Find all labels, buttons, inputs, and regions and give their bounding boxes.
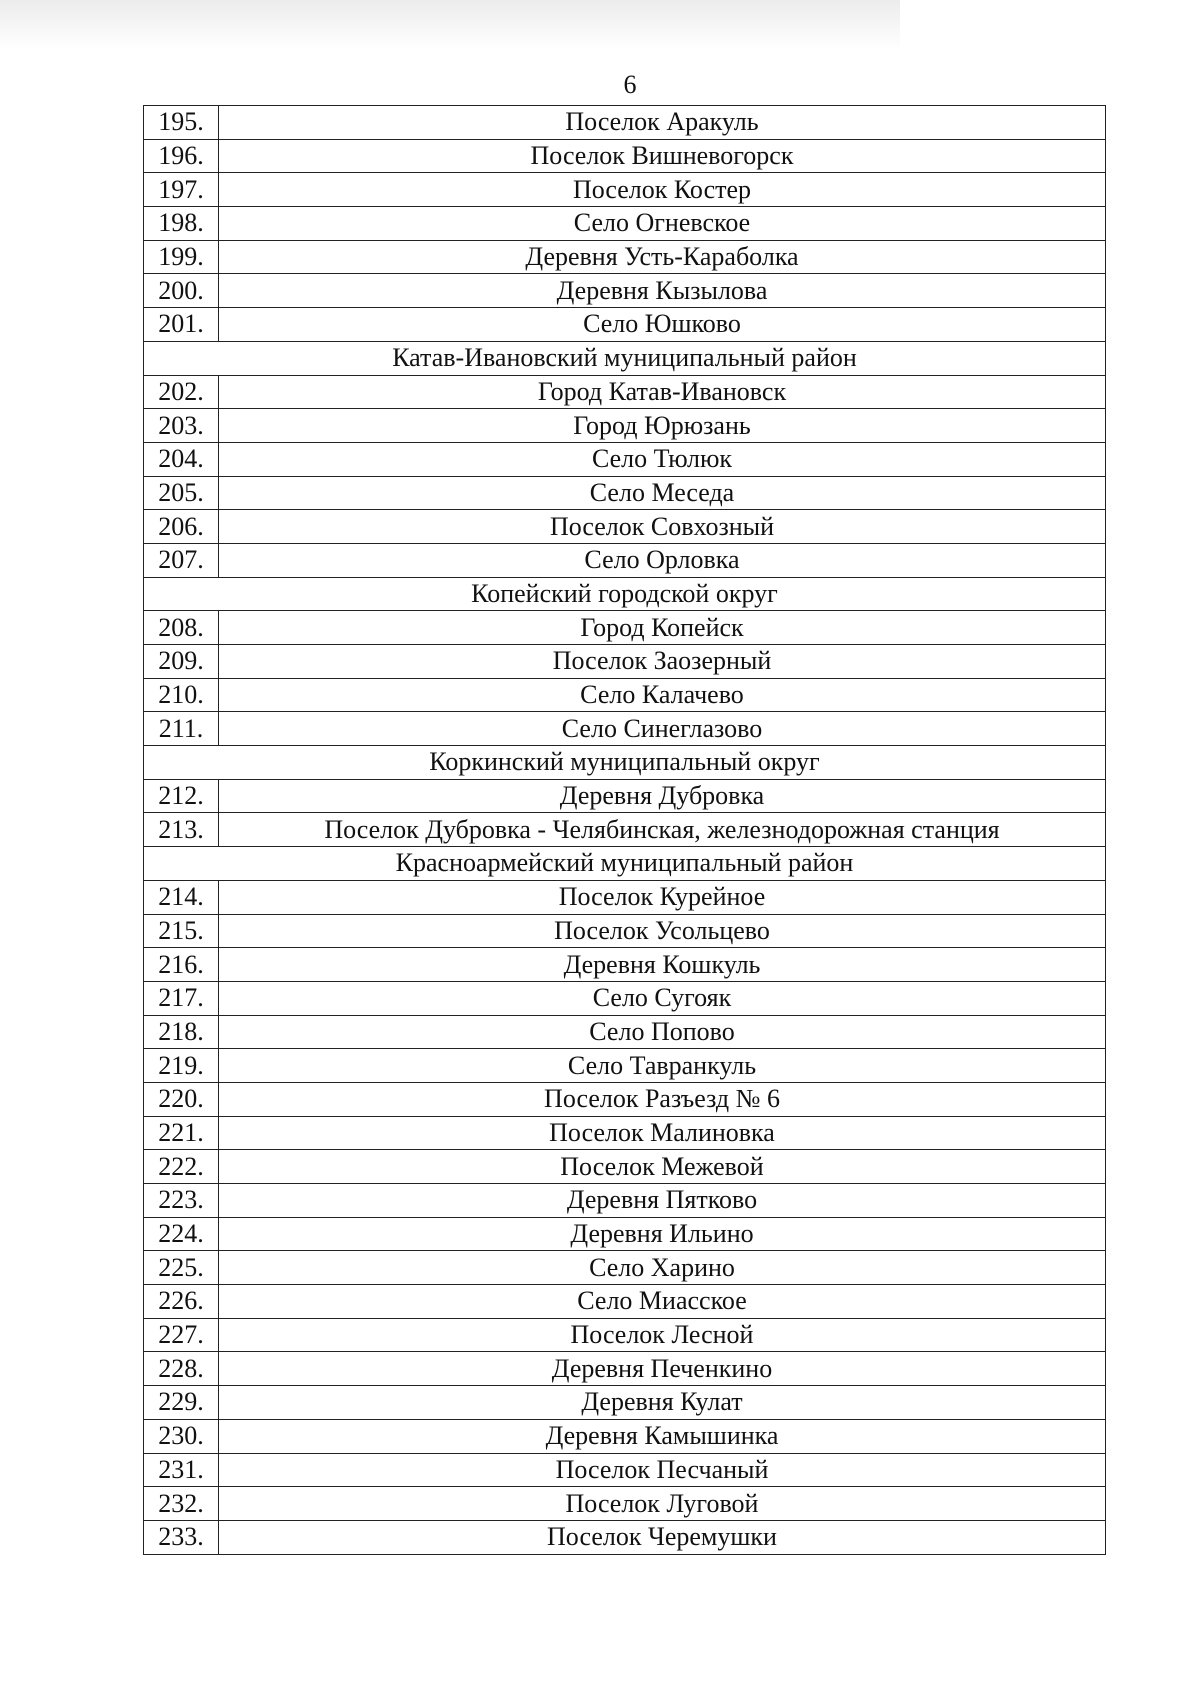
table-row [144,813,1106,847]
settlement-name: Село Орловка [219,543,1106,577]
settlement-name: Село Тюлюк [219,442,1106,476]
table-row [144,611,1106,645]
settlement-name: Деревня Кошкуль [219,948,1106,982]
table-row [144,1318,1106,1352]
table-row [144,139,1106,173]
settlement-name: Поселок Усольцево [219,914,1106,948]
settlement-name: Деревня Кулат [219,1386,1106,1420]
row-number: 227. [144,1318,219,1352]
settlement-name: Село Меседа [219,476,1106,510]
table-row [144,308,1106,342]
row-number: 206. [144,510,219,544]
row-number: 231. [144,1453,219,1487]
section-header-row [144,341,1106,375]
table-row [144,1251,1106,1285]
table-row [144,409,1106,443]
settlement-name: Поселок Разъезд № 6 [219,1082,1106,1116]
table-row [144,1487,1106,1521]
table-row [144,1453,1106,1487]
table-row [144,476,1106,510]
settlement-name: Село Синеглазово [219,712,1106,746]
row-number: 228. [144,1352,219,1386]
row-number: 224. [144,1217,219,1251]
row-number: 197. [144,173,219,207]
row-number: 213. [144,813,219,847]
table-row [144,106,1106,140]
section-header-row [144,577,1106,611]
table-row [144,1217,1106,1251]
table-row [144,779,1106,813]
settlement-name: Село Сугояк [219,981,1106,1015]
table-row [144,543,1106,577]
row-number: 232. [144,1487,219,1521]
row-number: 196. [144,139,219,173]
table-row [144,1352,1106,1386]
row-number: 214. [144,880,219,914]
settlement-name: Село Юшково [219,308,1106,342]
row-number: 226. [144,1285,219,1319]
table-row [144,1082,1106,1116]
table-row [144,678,1106,712]
row-number: 217. [144,981,219,1015]
page-number: 6 [623,70,637,99]
table-row [144,1184,1106,1218]
row-number: 215. [144,914,219,948]
table-row [144,375,1106,409]
settlement-name: Поселок Луговой [219,1487,1106,1521]
table-row [144,981,1106,1015]
settlement-name: Поселок Вишневогорск [219,139,1106,173]
row-number: 202. [144,375,219,409]
settlement-name: Село Калачево [219,678,1106,712]
table-row [144,173,1106,207]
row-number: 222. [144,1150,219,1184]
row-number: 207. [144,543,219,577]
settlement-name: Село Миасское [219,1285,1106,1319]
row-number: 195. [144,106,219,140]
settlement-name: Поселок Дубровка - Челябинская, железнодорожная станция [219,813,1106,847]
table-row [144,442,1106,476]
scan-artifact [0,0,900,50]
row-number: 221. [144,1116,219,1150]
table-row [144,645,1106,679]
row-number: 209. [144,645,219,679]
settlement-name: Поселок Костер [219,173,1106,207]
settlement-name: Село Тавранкуль [219,1049,1106,1083]
table-row [144,1116,1106,1150]
table-row [144,240,1106,274]
settlement-name: Город Копейск [219,611,1106,645]
table-row [144,1049,1106,1083]
settlements-table [143,105,1106,1555]
section-header-row [144,746,1106,780]
settlement-name: Поселок Совхозный [219,510,1106,544]
table-row [144,1419,1106,1453]
settlement-name: Поселок Черемушки [219,1520,1106,1554]
settlement-name: Деревня Дубровка [219,779,1106,813]
row-number: 208. [144,611,219,645]
table-row [144,510,1106,544]
settlement-name: Село Попово [219,1015,1106,1049]
row-number: 212. [144,779,219,813]
settlement-name: Деревня Печенкино [219,1352,1106,1386]
table-row [144,1520,1106,1554]
section-title: Катав-Ивановский муниципальный район [144,341,1106,375]
row-number: 203. [144,409,219,443]
table-row [144,1285,1106,1319]
section-title: Красноармейский муниципальный район [144,847,1106,881]
table-row [144,274,1106,308]
table-row [144,207,1106,241]
row-number: 223. [144,1184,219,1218]
settlement-name: Деревня Пятково [219,1184,1106,1218]
row-number: 218. [144,1015,219,1049]
table-row [144,1150,1106,1184]
row-number: 225. [144,1251,219,1285]
settlement-name: Поселок Курейное [219,880,1106,914]
settlement-name: Село Огневское [219,207,1106,241]
row-number: 229. [144,1386,219,1420]
settlement-name: Поселок Заозерный [219,645,1106,679]
row-number: 211. [144,712,219,746]
settlement-name: Поселок Аракуль [219,106,1106,140]
row-number: 219. [144,1049,219,1083]
row-number: 200. [144,274,219,308]
row-number: 205. [144,476,219,510]
settlement-name: Поселок Песчаный [219,1453,1106,1487]
row-number: 210. [144,678,219,712]
section-header-row [144,847,1106,881]
table-row [144,914,1106,948]
settlement-name: Деревня Ильино [219,1217,1106,1251]
row-number: 204. [144,442,219,476]
settlement-name: Деревня Камышинка [219,1419,1106,1453]
row-number: 198. [144,207,219,241]
settlement-name: Деревня Усть-Караболка [219,240,1106,274]
row-number: 199. [144,240,219,274]
settlement-name: Город Катав-Ивановск [219,375,1106,409]
table-row [144,1386,1106,1420]
settlement-name: Поселок Межевой [219,1150,1106,1184]
row-number: 230. [144,1419,219,1453]
settlement-name: Поселок Малиновка [219,1116,1106,1150]
table-row [144,1015,1106,1049]
section-title: Коркинский муниципальный округ [144,746,1106,780]
settlement-name: Деревня Кызылова [219,274,1106,308]
row-number: 220. [144,1082,219,1116]
settlement-name: Село Харино [219,1251,1106,1285]
settlements-table-body [144,106,1106,1555]
table-row [144,880,1106,914]
row-number: 233. [144,1520,219,1554]
table-row [144,948,1106,982]
settlement-name: Город Юрюзань [219,409,1106,443]
section-title: Копейский городской округ [144,577,1106,611]
table-row [144,712,1106,746]
row-number: 216. [144,948,219,982]
row-number: 201. [144,308,219,342]
settlement-name: Поселок Лесной [219,1318,1106,1352]
